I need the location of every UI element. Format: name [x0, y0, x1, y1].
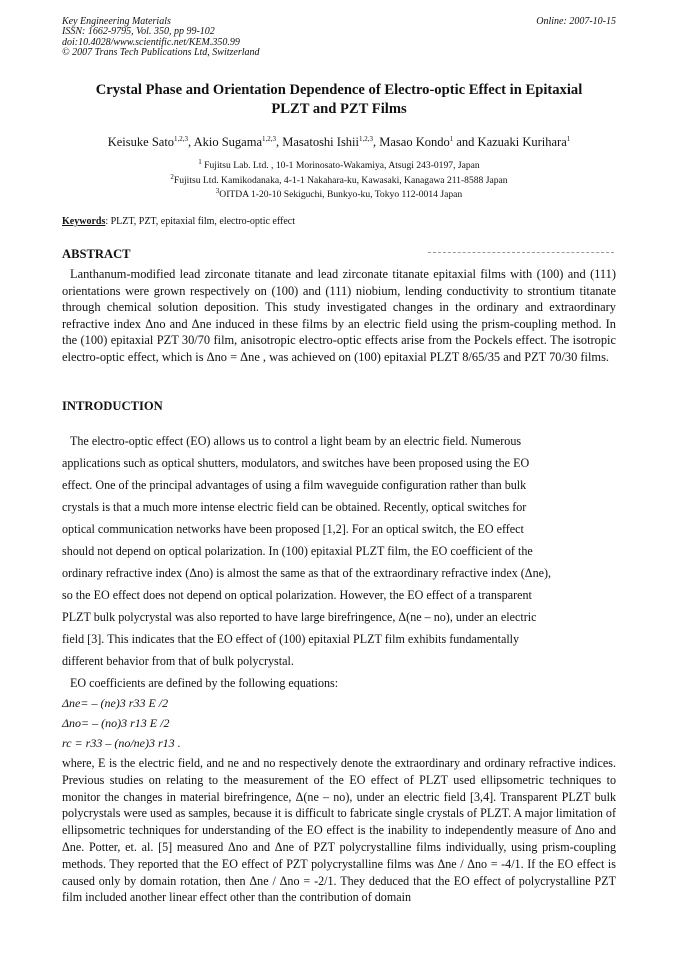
equation-2: Δno= – (no)3 r13 E /2 — [62, 716, 170, 730]
author-affil-sup: 1,2,3 — [174, 135, 189, 143]
author-name: Masatoshi Ishii — [282, 135, 359, 150]
affiliation-sup: 2 — [170, 173, 174, 181]
author-name: Keisuke Sato — [107, 135, 175, 150]
intro-line: optical communication networks have been proposed [1,2]. For an optical switch, the EO effect — [62, 522, 524, 536]
issn: ISSN: 1662-9795, Vol. 350, pp 99-102 — [62, 26, 215, 38]
intro-continuation: where, E is the electric field, and ne and no respectively denote the extraordinary and ordinary refractive indices. Previous studies on relating to the measurement of the EO effect of PLZT used ellipsometric techniques to monitor the changes in material birefringence, Δ(ne – no), under an electric field [3,4]. Transparent PLZT bulk polycrystals were used as samples, because it is difficult to fabricate single crystals of PLZT. A major limitation of ellipsometric techniques for understanding of the EO effect is the inability to independently measure of Δno and Δne. Potter, et. al. [5] measured Δno and Δne of PZT polycrystalline films individually, using prism-coupling methods. They reported that the EO effect of PZT polycrystalline films was Δne / Δno = -4/1. If the EO effect is caused only by domain rotation, then Δne / Δno = -2/1. They deduced that the EO effect of polycrystalline PZT film included another linear effect other than the contribution of domain — [62, 756, 616, 905]
intro-line: different behavior from that of bulk polycrystal. — [62, 654, 294, 668]
intro-line: field [3]. This indicates that the EO effect of (100) epitaxial PLZT film exhibits fundamentally — [62, 632, 520, 646]
introduction-heading: INTRODUCTION — [62, 399, 163, 413]
intro-line: EO coefficients are defined by the following equations: — [70, 676, 339, 690]
author-name: Masao Kondo — [379, 135, 450, 150]
affiliation-text: Fujitsu Ltd. Kamikodanaka, 4-1-1 Nakahara-ku, Kawasaki, Kanagawa 211-8588 Japan — [173, 175, 508, 187]
paper-title — [62, 81, 616, 119]
journal-header — [62, 17, 616, 58]
intro-line: ordinary refractive index (Δno) is almost the same as that of the extraordinary refractive index (Δne), — [62, 566, 552, 580]
affiliation-3 — [62, 185, 616, 201]
title-line-1: Crystal Phase and Orientation Dependence of Electro-optic Effect in Epitaxial — [95, 82, 583, 98]
keywords-text: : PLZT, PZT, epitaxial film, electro-optic effect — [105, 216, 295, 227]
equation-1: Δne= – (ne)3 r33 E /2 — [62, 696, 169, 710]
author-affil-sup: 1,2,3 — [262, 135, 277, 143]
intro-line: effect. One of the principal advantages of using a film waveguide configuration rather than bulk — [62, 478, 527, 492]
online-date: Online: 2007-10-15 — [536, 16, 616, 27]
affiliation-text: Fujitsu Lab. Ltd. , 10-1 Morinosato-Wakamiya, Atsugi 243-0197, Japan — [201, 160, 480, 172]
intro-line: applications such as optical shutters, modulators, and switches have been proposed using the EO — [62, 456, 530, 470]
equation-3: rc = r33 – (no/ne)3 r13 . — [62, 736, 181, 750]
affiliation-text: OITDA 1-20-10 Sekiguchi, Bunkyo-ku, Tokyo 112-0014 Japan — [219, 189, 463, 201]
author-affil-sup: 1 — [449, 135, 454, 143]
author-name: Akio Sugama — [193, 135, 263, 150]
doi: doi:10.4028/www.scientific.net/KEM.350.99 — [62, 36, 240, 48]
intro-line: crystals is that a much more intense electric field can be obtained. Recently, optical switches for — [62, 500, 527, 514]
journal-name: Key Engineering Materials — [62, 16, 171, 27]
author-affil-sup: 1,2,3 — [359, 135, 373, 143]
copyright: © 2007 Trans Tech Publications Ltd, Switzerland — [62, 46, 260, 58]
author-list: Keisuke Sato$^{1,2,3}$, Akio Sugama$^{1,2,3}$, Masatoshi Ishii$^{1,2,3}$, Masao Kondo$^1$ and Kazuaki Kurihara$^1$ — [107, 135, 571, 150]
title-line-2: PLZT and PZT Films — [271, 101, 407, 117]
intro-line: so the EO effect does not depend on optical polarization. However, the EO effect of a transparent — [62, 588, 532, 602]
abstract-heading: ABSTRACT — [62, 247, 131, 261]
affiliation-sup: 3 — [215, 187, 220, 195]
intro-line: The electro-optic effect (EO) allows us to control a light beam by an electric field. Numerous — [70, 434, 522, 448]
divider — [428, 252, 614, 253]
intro-line: should not depend on optical polarization. In (100) epitaxial PLZT film, the EO coefficient of the — [62, 544, 533, 558]
author-name: Kazuaki Kurihara — [477, 135, 567, 150]
intro-line: PLZT bulk polycrystal was also reported to have large birefringence, Δ(ne – no), under an electric — [62, 610, 537, 624]
keywords-label: Keywords — [62, 216, 106, 227]
keywords — [62, 216, 295, 227]
affiliation-sup: 1 — [198, 158, 202, 166]
author-affil-sup: 1 — [566, 135, 571, 143]
affiliation-1 — [62, 156, 616, 172]
abstract-text: Lanthanum-modified lead zirconate titanate and lead zirconate titanate epitaxial films with (100) and (111) orientations were grown respectively on (100) and (111) niobium, lending conductivity to strontium titanate through chemical solution deposition. This study investigated changes in the ordinary and extraordinary refractive index Δno and Δne induced in these films by an electric field using the prism-coupling method. In the (100) epitaxial PZT 30/70 film, anisotropic electro-optic effects arise from the Pockels effect. The isotropic electro-optic effect, which is Δno = Δne , was achieved on (100) epitaxial PLZT 8/65/35 and PZT 70/30 films. — [62, 267, 616, 364]
